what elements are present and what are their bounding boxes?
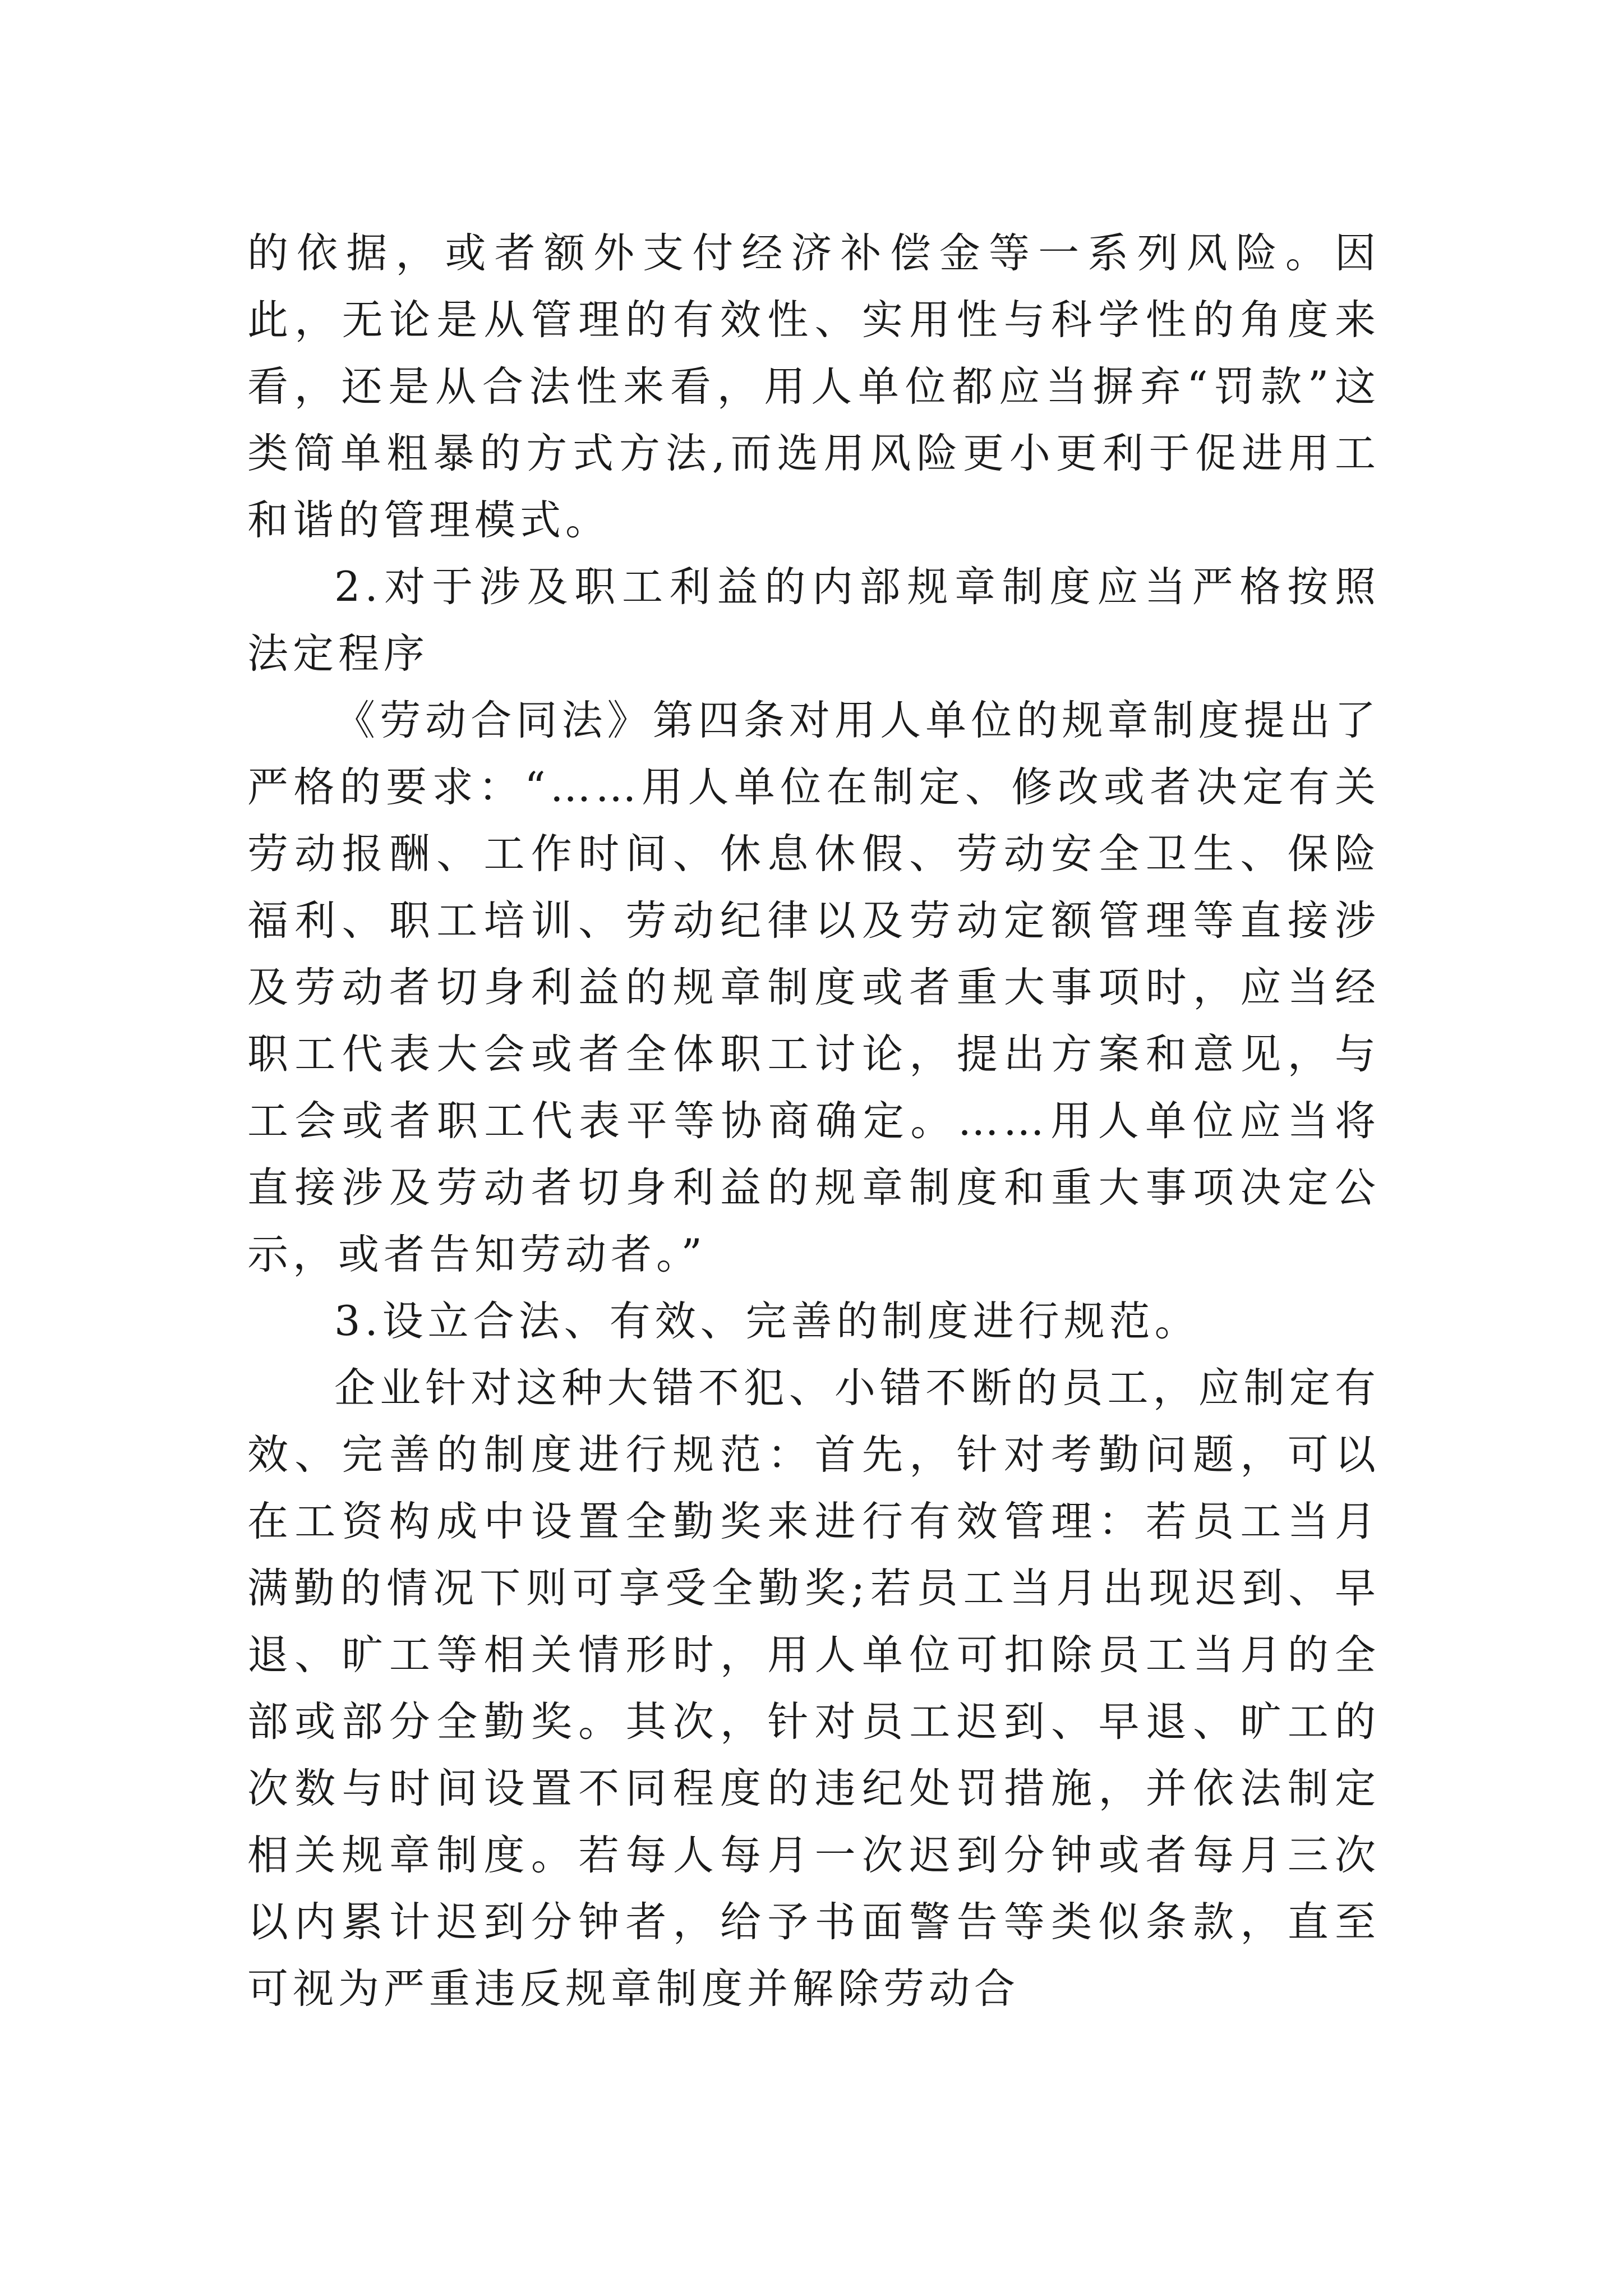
paragraph-4-heading: 3.设立合法、有效、完善的制度进行规范。	[334, 1297, 1200, 1345]
document-body	[247, 220, 1380, 2022]
paragraph-3: 《劳动合同法》第四条对用人单位的规章制度提出了严格的要求：“……用人单位在制定、修改或者决定有关劳动报酬、工作时间、休息休假、劳动安全卫生、保险福利、职工培训、劳动纪律以及劳动定额管理等直接涉及劳动者切身利益的规章制度或者重大事项时，应当经职工代表大会或者全体职工讨论，提出方案和意见，与工会或者职工代表平等协商确定。……用人单位应当将直接涉及劳动者切身利益的规章制度和重大事项决定公示，或者告知劳动者。”	[247, 697, 1380, 1278]
paragraph-5: 企业针对这种大错不犯、小错不断的员工，应制定有效、完善的制度进行规范：首先，针对考勤问题，可以在工资构成中设置全勤奖来进行有效管理：若员工当月满勤的情况下则可享受全勤奖;若员工当月出现迟到、早退、旷工等相关情形时，用人单位可扣除员工当月的全部或部分全勤奖。其次，针对员工迟到、早退、旷工的次数与时间设置不同程度的违纪处罚措施，并依法制定相关规章制度。若每人每月一次迟到分钟或者每月三次以内累计迟到分钟者，给予书面警告等类似条款，直至可视为严重违反规章制度并解除劳动合	[247, 1364, 1380, 2013]
paragraph-2-heading: 2.对于涉及职工利益的内部规章制度应当严格按照法定程序	[247, 563, 1380, 678]
paragraph-1: 的依据，或者额外支付经济补偿金等一系列风险。因此，无论是从管理的有效性、实用性与科学性的角度来看，还是从合法性来看，用人单位都应当摒弃“罚款”这类简单粗暴的方式方法,而选用风险更小更利于促进用工和谐的管理模式。	[247, 229, 1380, 544]
